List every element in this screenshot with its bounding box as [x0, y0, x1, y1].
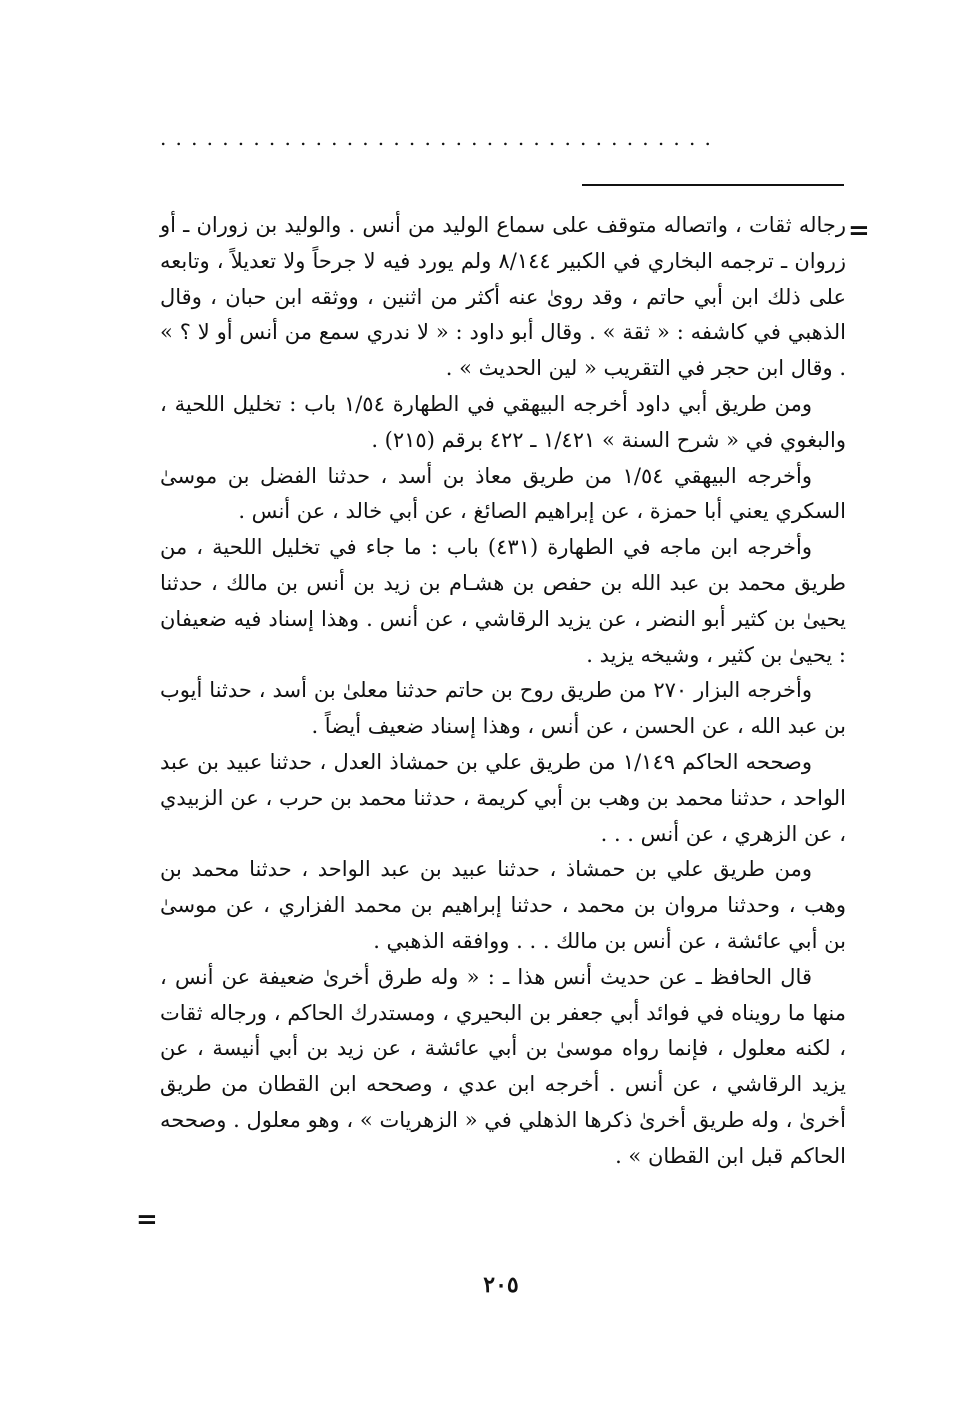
paragraph-3: وأخرجه البيهقي ١/٥٤ من طريق معاذ بن أسد ، حدثنا الفضل بن موسىٰ السكري يعني أبا حمزة ، عن إبراهيم الصائغ ، عن أبي خالد ، عن أنس .	[160, 463, 846, 524]
paragraph-6: وصححه الحاكم ١/١٤٩ من طريق علي بن حمشاذ العدل ، حدثنا عبيد بن عبد الواحد ، حدثنا محمد بن وهب بن أبي كريمة ، حدثنا محمد بن حرب ، عن الزبيدي ، عن الزهري ، عن أنس . . .	[160, 749, 846, 846]
paragraph-1: رجاله ثقات ، واتصاله متوقف على سماع الوليد من أنس . والوليد بن زوران ـ أو زروان ـ ترجمه البخاري في الكبير ٨/١٤٤ ولم يورد فيه لا جرحاً ولا تعديلاً ، وتابعه على ذلك ابن أبي حاتم ، وقد روىٰ عنه أكثر من اثنين ، ووثقه ابن حبان ، وقال الذهبي في كاشفه : « ثقة » . وقال أبو داود : « لا ندري سمع من أنس أو لا ؟ » . وقال ابن حجر في التقريب « لين الحديث » .	[160, 213, 846, 381]
paragraph-7: ومن طريق علي بن حمشاذ ، حدثنا عبيد بن عبد الواحد ، حدثنا محمد بن وهب ، وحدثنا مروان بن محمد ، حدثنا إبراهيم بن محمد الفزاري ، عن موسىٰ بن أبي عائشة ، عن أنس بن مالك . . . ووافقه الذهبي .	[160, 857, 846, 953]
paragraph-4: وأخرجه ابن ماجه في الطهارة (٤٣١) باب : ما جاء في تخليل اللحية ، من طريق محمد بن عبد الله بن حفص بن هشـام بن زيد بن أنس بن مالك ، حدثنا يحيىٰ بن كثير أبو النضر ، عن يزيد الرقاشي ، عن أنس . وهذا إسناد فيه ضعيفان : يحيىٰ بن كثير ، وشيخه يزيد .	[160, 535, 846, 667]
paragraph-2: ومن طريق أبي داود أخرجه البيهقي في الطهارة ١/٥٤ باب : تخليل اللحية ، والبغوي في « شرح السنة » ١/٤٢١ ـ ٤٢٢ برقم (٢١٥) .	[160, 391, 846, 452]
footnote-separator-line	[582, 184, 844, 186]
page-number: ٢٠٥	[483, 1272, 519, 1298]
paragraph-8: قال الحافظ ـ عن حديث أنس هذا ـ : « وله طرق أخرىٰ ضعيفة عن أنس ، منها ما رويناه في فوائد أبي جعفر بن البحيري ، ومستدرك الحاكم ، ورجاله ثقات ، لكنه معلول ، فإنما رواه موسىٰ بن أبي عائشة ، عن زيد بن أبي أنيسة ، عن يزيد الرقاشي ، عن أنس . أخرجه ابن عدي ، وصححه ابن القطان من طريق أخرىٰ ، وله طريق أخرىٰ ذكرها الذهلي في « الزهريات » ، وهو معلول . وصححه الحاكم قبل ابن القطان » .	[160, 964, 846, 1168]
continuation-mark-top: =	[848, 216, 870, 246]
footnote-text-block	[160, 208, 846, 1175]
paragraph-5: وأخرجه البزار ٢٧٠ من طريق روح بن حاتم حدثنا معلىٰ بن أسد ، حدثنا أيوب بن عبد الله ، عن الحسن ، عن أنس ، وهذا إسناد ضعيف أيضاً .	[160, 678, 846, 739]
decorative-dot-leader: ....................................	[160, 128, 721, 148]
continuation-mark-bottom: =	[136, 1205, 158, 1235]
